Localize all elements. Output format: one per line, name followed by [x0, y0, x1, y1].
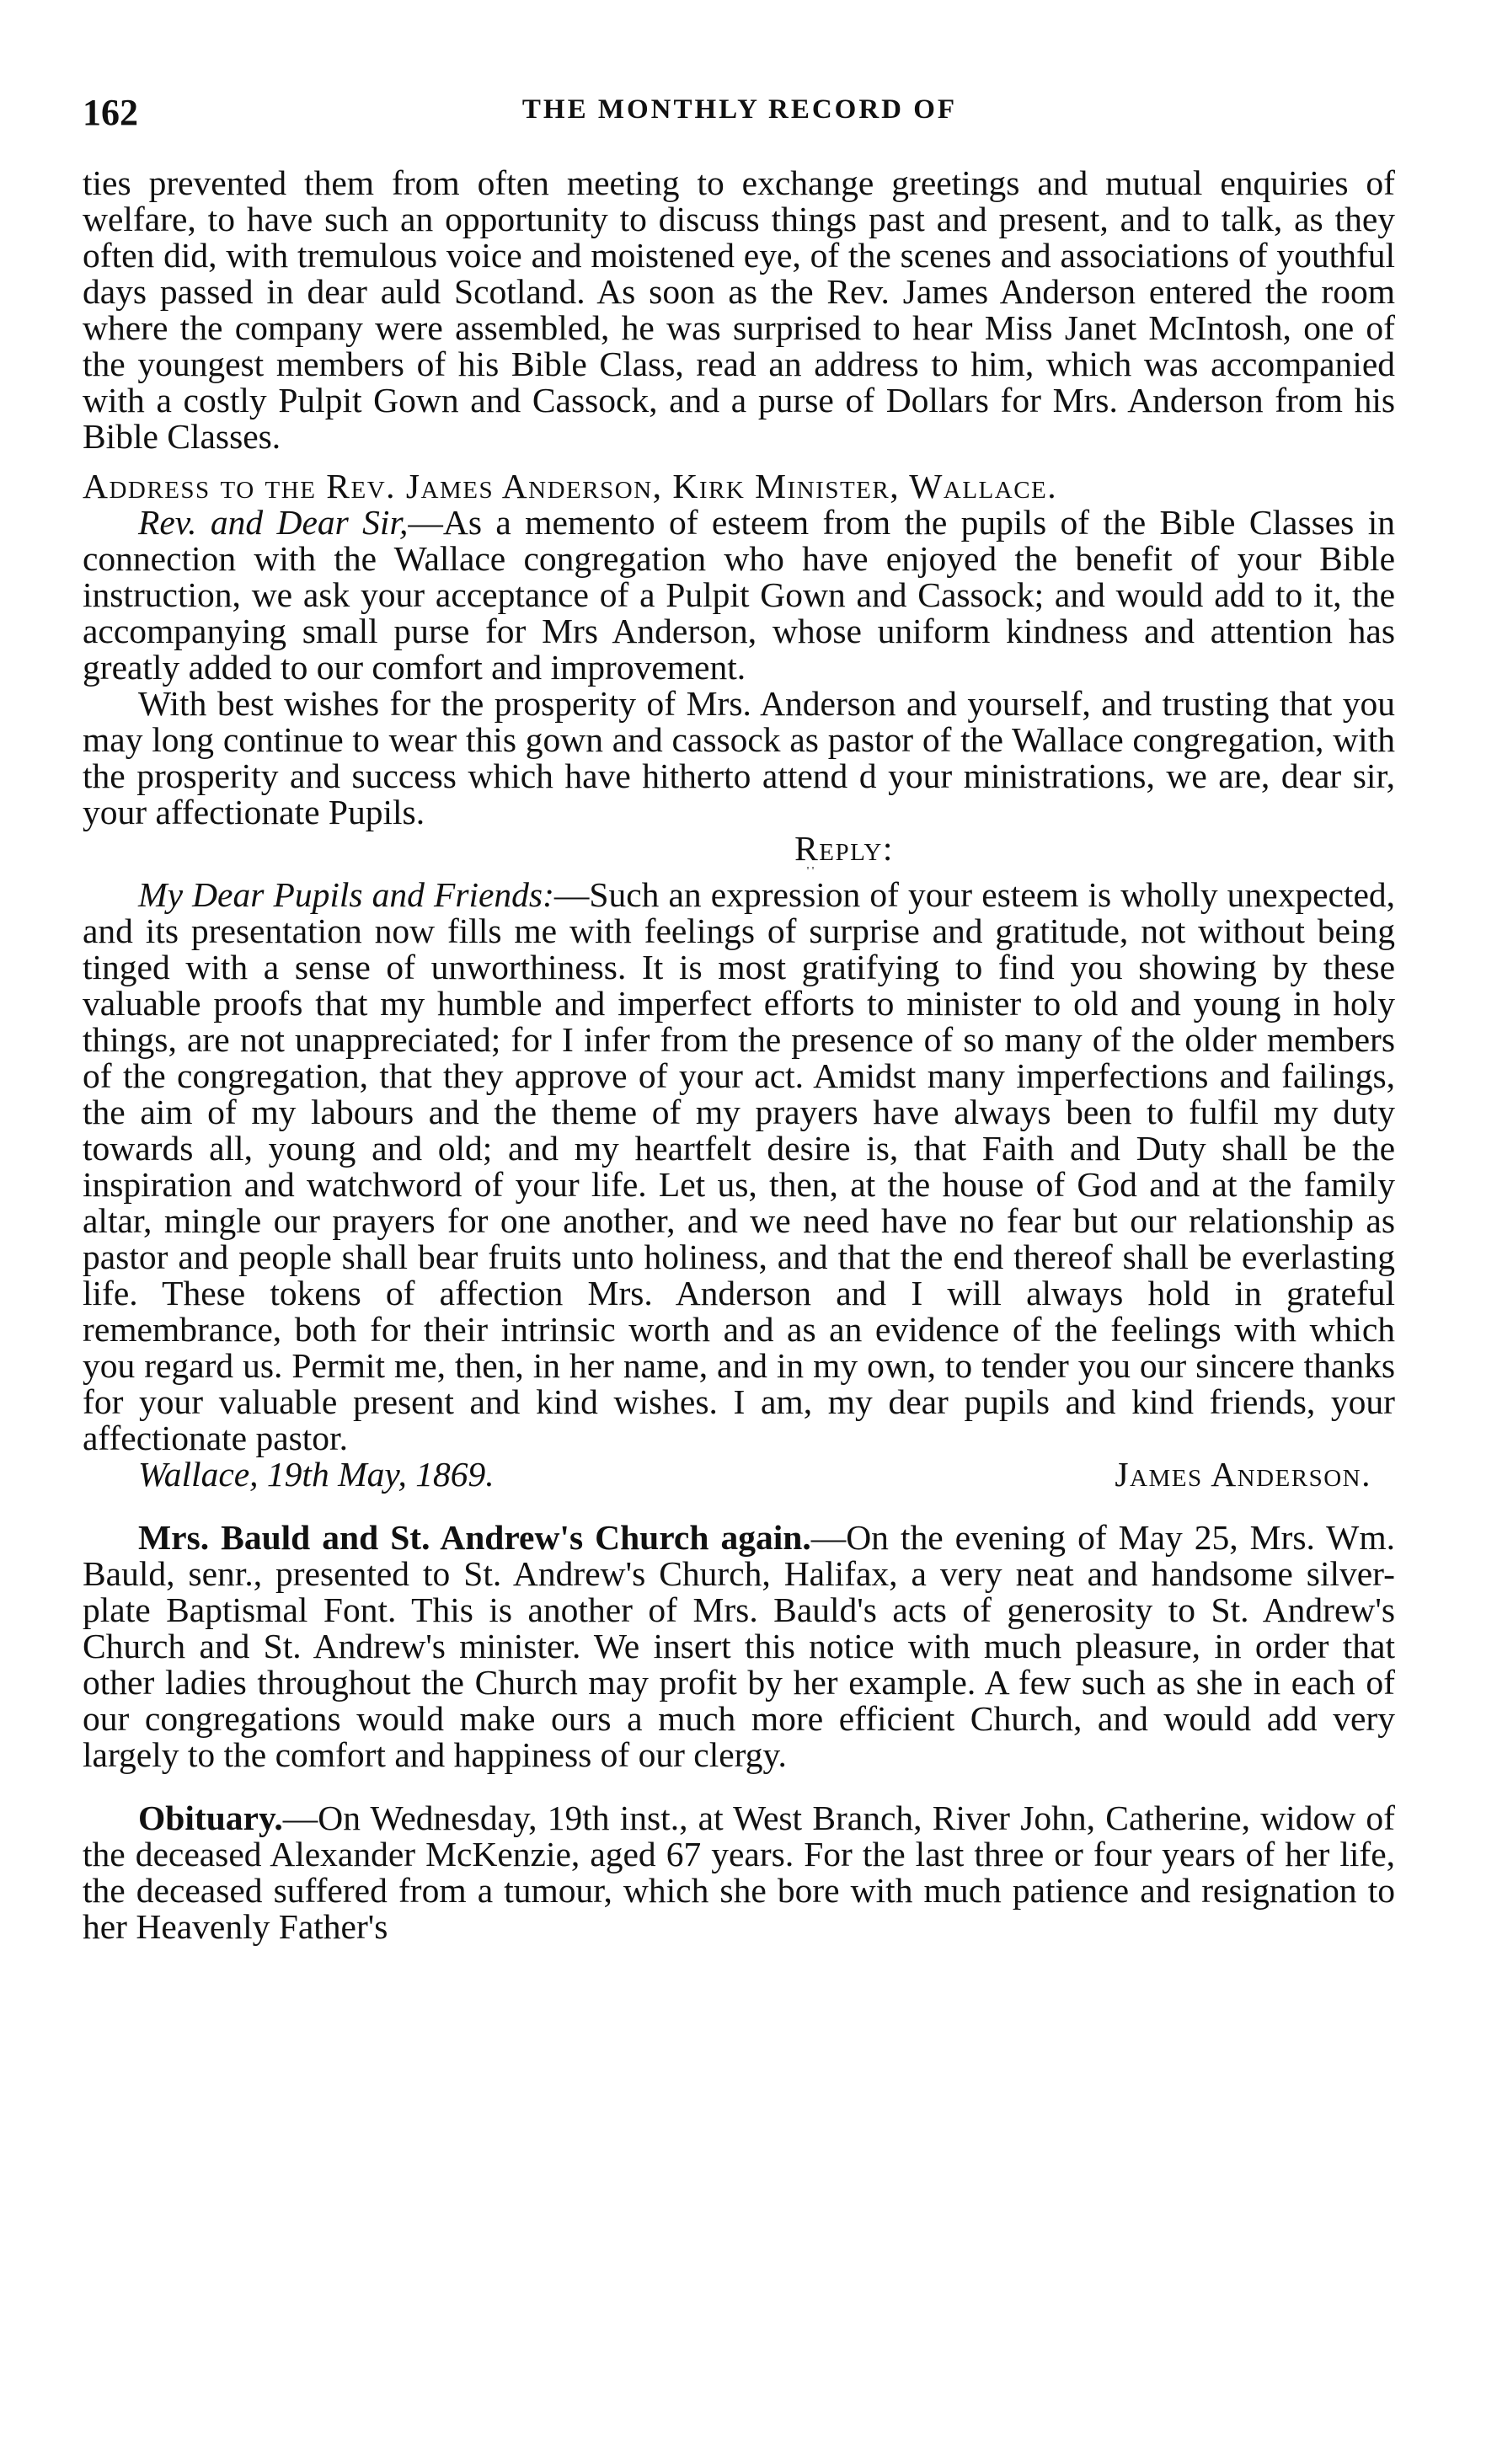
bauld-heading: Mrs. Bauld and St. Andrew's Church again.: [138, 1518, 811, 1557]
signature-place-date: Wallace, 19th May, 1869.: [138, 1455, 495, 1494]
bauld-paragraph: [83, 1520, 1395, 1773]
obituary-body: —On Wednesday, 19th inst., at West Branch, River John, Catherine, widow of the deceased Alexander McKenzie, aged 67 years. For the last three or four years of her life, the deceased suffered from a tumour, which she bore with much patience and resignation to her Heavenly Father's: [83, 1799, 1395, 1946]
page-number: 162: [83, 92, 138, 133]
signature-name: James Anderson.: [1115, 1455, 1371, 1494]
obituary-heading: Obituary.: [138, 1799, 283, 1837]
reply-heading-block: [83, 831, 1395, 877]
address-paragraph-2: With best wishes for the prosperity of Mrs. Anderson and yourself, and trusting that you may long continue to wear this gown and cassock as pastor of the Wallace congregation, with the prosperity and success which have hitherto attend d your ministrations, we are, dear sir, your affectionate Pupils.: [83, 684, 1395, 831]
reply-paragraph: [83, 877, 1395, 1456]
bauld-body: —On the evening of May 25, Mrs. Wm. Bauld, senr., presented to St. Andrew's Church, Halifax, a very neat and handsome silver-plate Baptismal Font. This is another of Mrs. Bauld's acts of generosity to St. Andrew's Church and St. Andrew's minister. We insert this notice with much pleasure, in order that other ladies throughout the Church may profit by her example. A few such as she in each of our congregations would make ours a much more efficient Church, and would add very largely to the comfort and happiness of our clergy.: [83, 1518, 1396, 1774]
address-paragraph: [83, 505, 1395, 686]
page-header: [83, 91, 1397, 133]
reply-heading: Reply:: [794, 829, 894, 868]
running-title: THE MONTHLY RECORD OF: [521, 94, 958, 125]
article-body: [83, 165, 1395, 1945]
address-heading: Address to the Rev. James Anderson, Kirk Minister, Wallace.: [83, 467, 1058, 505]
reply-salutation: My Dear Pupils and Friends:: [138, 875, 554, 914]
paragraph-intro: ties prevented them from often meeting to exchange greetings and mutual enquiries of welfare, to have such an opportunity to discuss things past and present, and to talk, as they often did, with tremulous voice and moistened eye, of the scenes and associations of youthful days passed in dear auld Scotland. As soon as the Rev. James Anderson entered the room where the company were assembled, he was surprised to hear Miss Janet McIntosh, one of the youngest members of his Bible Class, read an address to him, which was accompanied with a costly Pulpit Gown and Cassock, and a purse of Dollars for Mrs. Anderson from his Bible Classes.: [83, 163, 1395, 456]
address-body: —As a memento of esteem from the pupils of the Bible Classes in connection with the Wallace congregation who have enjoyed the benefit of your Bible instruction, we ask your acceptance of a Pulpit Gown and Cassock; and would add to it, the accompanying small purse for Mrs Anderson, whose uniform kindness and attention has greatly added to our comfort and improvement.: [83, 503, 1395, 687]
reply-body: —Such an expression of your esteem is wholly unexpected, and its presentation now fills me with feelings of surprise and gratitude, not without being tinged with a sense of unworthiness. It is most gratifying to find you showing by these valuable proofs that my humble and imperfect efforts to minister to old and young in holy things, are not unappreciated; for I infer from the presence of so many of the older members of the congregation, that they approve of your act. Amidst many imperfections and failings, the aim of my labours and the theme of my prayers have always been to fulfil my duty towards all, young and old; and my heartfelt desire is, that Faith and Duty shall be the inspiration and watchword of your life. Let us, then, at the house of God and at the family altar, mingle our prayers for one another, and we need have no fear but our relationship as pastor and people shall bear fruits unto holiness, and that the end thereof shall be everlasting life. These tokens of affection Mrs. Anderson and I will always hold in grateful remembrance, both for their intrinsic worth and as an evidence of the feelings with which you regard us. Permit me, then, in her name, and in my own, to tender you our sincere thanks for your valuable present and kind wishes. I am, my dear pupils and kind friends, your affectionate pastor.: [83, 875, 1395, 1457]
address-salutation: Rev. and Dear Sir,: [138, 503, 409, 542]
reply-mark: ' ': [806, 865, 815, 878]
signature-line: [83, 1456, 1395, 1493]
obituary-paragraph: [83, 1800, 1395, 1945]
